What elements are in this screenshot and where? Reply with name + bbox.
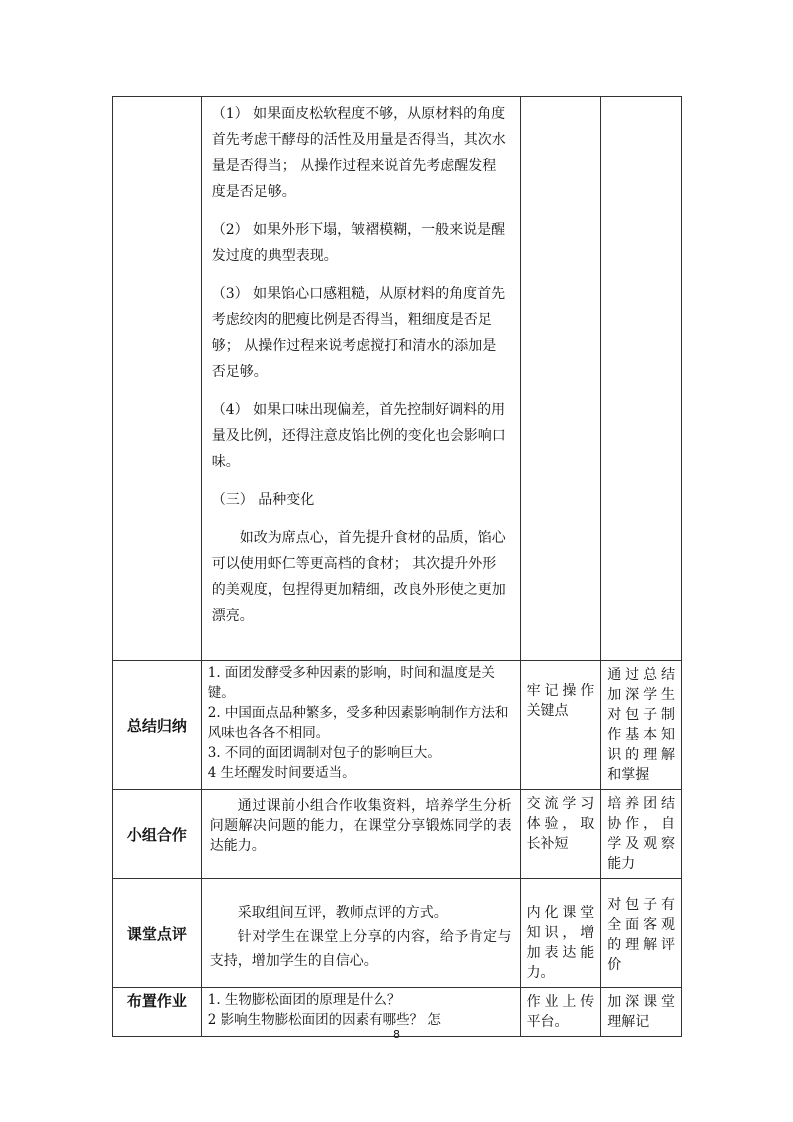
homework-design-intent: 加深课堂理解记 [601,988,682,1037]
continuation-row [113,97,682,661]
analysis-point-4: （4） 如果口味出现偏差，首先控制好调料的用量及比例，还得注意皮馅比例的变化也会影响口味。 [211,402,506,470]
continuation-student-cell [520,97,601,661]
homework-item-2: 2 影响生物膨松面团的因素有哪些？ 怎 [207,1012,441,1028]
analysis-point-3: （3） 如果馅心口感粗糙，从原材料的角度首先考虑绞肉的肥瘦比例是否得当，粗细度是否足够； 从操作过程来说考虑搅打和清水的添加是否足够。 [211,286,506,380]
lesson-plan-table [112,96,682,1037]
summary-item-2: 2. 中国面点品种繁多，受多种因素影响制作方法和风味也各各不相同。 [207,705,509,741]
page-number: 8 [393,1028,400,1041]
analysis-point-1: （1） 如果面皮松软程度不够，从原材料的角度首先考虑干酵母的活性及用量是否得当，其次水量是否得当； 从操作过程来说首先考虑醒发程度是否足够。 [211,106,506,200]
group-design-intent: 培养团结协作，自学及观察能力 [601,790,682,879]
group-student-activity: 交流学习体验，取长补短 [520,790,601,879]
summary-student-activity: 牢记操作关键点 [520,661,601,790]
homework-item-1: 1. 生物膨松面团的原理是什么？ [207,992,401,1008]
summary-row [113,661,682,790]
review-line-2: 针对学生在课堂上分享的内容，给予肯定与支持，增加学生的自信心。 [209,929,512,969]
review-row [113,879,682,988]
review-content [201,879,520,988]
review-design-intent: 对包子有全面客观的理解评价 [601,879,682,988]
variation-heading: （三） 品种变化 [211,492,315,508]
summary-label: 总结归纳 [113,661,202,790]
group-label: 小组合作 [113,790,202,879]
review-line-1: 采取组间互评，教师点评的方式。 [237,905,448,921]
variation-text: 如改为席点心，首先提升食材的品质，馅心可以使用虾仁等更高档的食材； 其次提升外形的美观度，包捏得更加精细，改良外形使之更加漂亮。 [211,530,506,624]
homework-student-activity: 作业上传平台。 [520,988,601,1037]
summary-design-intent: 通过总结加深学生对包子制作基本知识的理解和掌握 [601,661,682,790]
summary-content [201,661,520,790]
homework-label: 布置作业 [113,988,202,1037]
continuation-intent-cell [601,97,682,661]
summary-item-3: 3. 不同的面团调制对包子的影响巨大。 [207,745,441,761]
summary-item-4: 4 生坯醒发时间要适当。 [207,765,356,781]
group-content: 通过课前小组合作收集资料，培养学生分析问题解决问题的能力，在课堂分享锻炼同学的表达能力。 [201,790,520,879]
review-student-activity: 内化课堂知识，增加表达能力。 [520,879,601,988]
group-row [113,790,682,879]
summary-item-1: 1. 面团发酵受多种因素的影响，时间和温度是关键。 [207,665,495,701]
continuation-content [201,97,520,661]
analysis-point-2: （2） 如果外形下塌，皱褶模糊，一般来说是醒发过度的典型表现。 [211,222,506,264]
continuation-label-cell [113,97,202,661]
review-label: 课堂点评 [113,879,202,988]
